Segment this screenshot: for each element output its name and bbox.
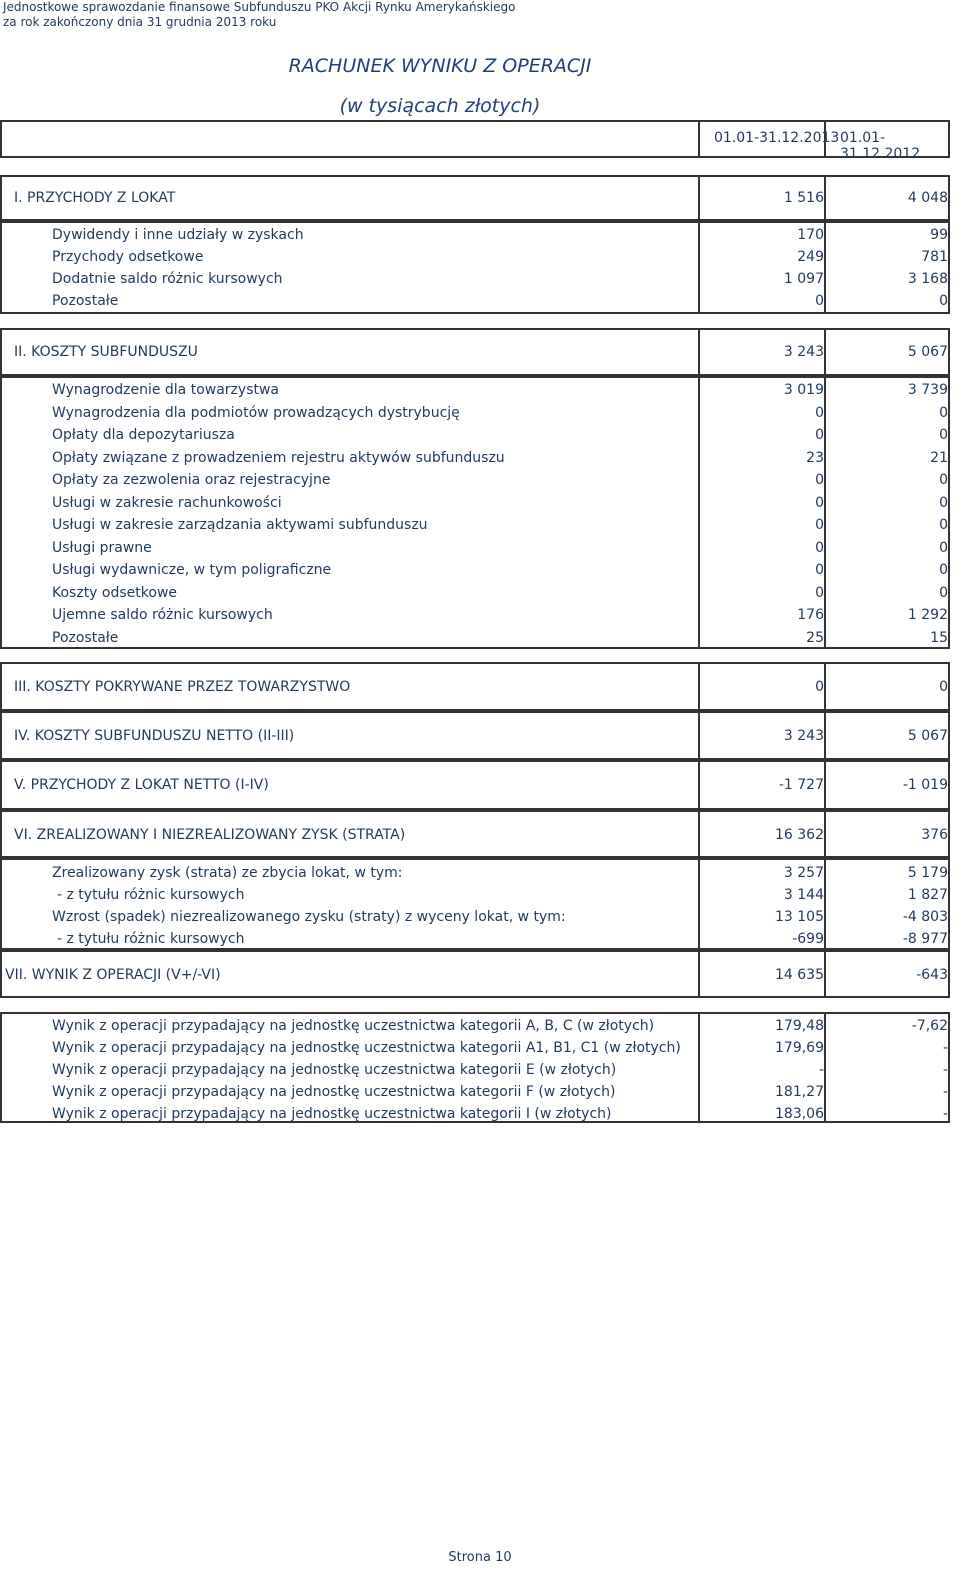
table-row: Koszty odsetkowe 0 0 <box>52 584 948 601</box>
table-row: Pozostałe 25 15 <box>52 629 948 646</box>
table-row: Opłaty za zezwolenia oraz rejestracyjne 0 0 <box>52 472 948 488</box>
table-row: Usługi w zakresie rachunkowości 0 0 <box>52 494 948 511</box>
table-row: Usługi prawne 0 0 <box>52 539 948 556</box>
section-label: I. PRZYCHODY Z LOKAT <box>14 190 176 206</box>
table-row: Usługi w zakresie zarządzania aktywami subfunduszu 0 0 <box>52 517 948 533</box>
table-row: Przychody odsetkowe 249 781 <box>52 249 948 265</box>
table-row: Zrealizowany zysk (strata) ze zbycia lokat, w tym: 3 257 5 179 <box>52 865 948 881</box>
page-number: Strona 10 <box>448 1550 512 1565</box>
table-row: Wynik z operacji przypadający na jednostkę uczestnictwa kategorii A1, B1, C1 (w złotych) 179,69 - <box>52 1040 948 1056</box>
table-row: - z tytułu różnic kursowych -699 -8 977 <box>57 931 948 947</box>
value-2013: 1 516 <box>783 190 824 206</box>
table-row: Wynagrodzenia dla podmiotów prowadzących dystrybucję 0 0 <box>52 404 948 421</box>
section-7-row: VII. WYNIK Z OPERACJI (V+/-VI) 14 635 -643 <box>5 967 948 983</box>
section-4-box <box>0 711 950 760</box>
section-7-items-box <box>0 1012 950 1123</box>
section-2-row <box>2 341 948 363</box>
value-2012: 5 067 <box>907 344 948 360</box>
table-row: Dodatnie saldo różnic kursowych 1 097 3 168 <box>52 271 948 287</box>
table-row: Wzrost (spadek) niezrealizowanego zysku (straty) z wyceny lokat, w tym: 13 105 -4 803 <box>52 909 948 925</box>
table-row: Dywidendy i inne udziały w zyskach 170 99 <box>52 227 948 243</box>
table-row: Wynagrodzenie dla towarzystwa 3 019 3 739 <box>52 382 948 398</box>
section-5-row: V. PRZYCHODY Z LOKAT NETTO (I-IV) -1 727 -1 019 <box>14 777 948 793</box>
table-row: Wynik z operacji przypadający na jednostkę uczestnictwa kategorii E (w złotych) - - <box>52 1062 948 1078</box>
report-header-line2: za rok zakończony dnia 31 grudnia 2013 roku <box>3 15 277 29</box>
page-subtitle: (w tysiącach złotych) <box>339 95 541 117</box>
table-row: Wynik z operacji przypadający na jednostkę uczestnictwa kategorii A, B, C (w złotych) 179,48 -7,62 <box>52 1018 948 1034</box>
section-6-items-box <box>0 858 950 950</box>
section-4-row: IV. KOSZTY SUBFUNDUSZU NETTO (II-III) 3 243 5 067 <box>14 728 948 744</box>
column-header-box <box>0 120 950 162</box>
section-6-row: VI. ZREALIZOWANY I NIEZREALIZOWANY ZYSK (STRATA) 16 362 376 <box>14 827 948 843</box>
report-header-line1: Jednostkowe sprawozdanie finansowe Subfunduszu PKO Akcji Rynku Amerykańskiego <box>3 0 516 14</box>
table-row: Usługi wydawnicze, w tym poligraficzne 0 0 <box>52 562 948 578</box>
section-1-items-box <box>0 221 950 314</box>
table-row: Pozostałe 0 0 <box>52 293 948 309</box>
section-5-box <box>0 760 950 810</box>
table-row: Wynik z operacji przypadający na jednostkę uczestnictwa kategorii F (w złotych) 181,27 - <box>52 1084 948 1100</box>
value-2013: 3 243 <box>783 344 824 360</box>
section-6-box <box>0 810 950 858</box>
section-2-box <box>0 328 950 376</box>
section-3-row: III. KOSZTY POKRYWANE PRZEZ TOWARZYSTWO 0 0 <box>14 679 948 695</box>
page-title: RACHUNEK WYNIKU Z OPERACJI <box>288 55 592 77</box>
table-row: - z tytułu różnic kursowych 3 144 1 827 <box>57 887 948 903</box>
section-2-items-box <box>0 376 950 649</box>
section-7-box <box>0 950 950 998</box>
column-header-2012: 01.01-31.12.2012 <box>840 130 921 162</box>
section-3-box <box>0 662 950 711</box>
table-row: Opłaty dla depozytariusza 0 0 <box>52 427 948 443</box>
section-label: II. KOSZTY SUBFUNDUSZU <box>14 344 198 360</box>
section-1-box <box>0 175 950 221</box>
table-row: Ujemne saldo różnic kursowych 176 1 292 <box>52 607 948 623</box>
table-row: Opłaty związane z prowadzeniem rejestru aktywów subfunduszu 23 21 <box>52 449 948 466</box>
value-2012: 4 048 <box>907 190 948 206</box>
table-row: Wynik z operacji przypadający na jednostkę uczestnictwa kategorii I (w złotych) 183,06 - <box>52 1106 948 1122</box>
column-header-2013: 01.01-31.12.2013 <box>714 130 840 146</box>
section-1-row <box>2 187 948 209</box>
